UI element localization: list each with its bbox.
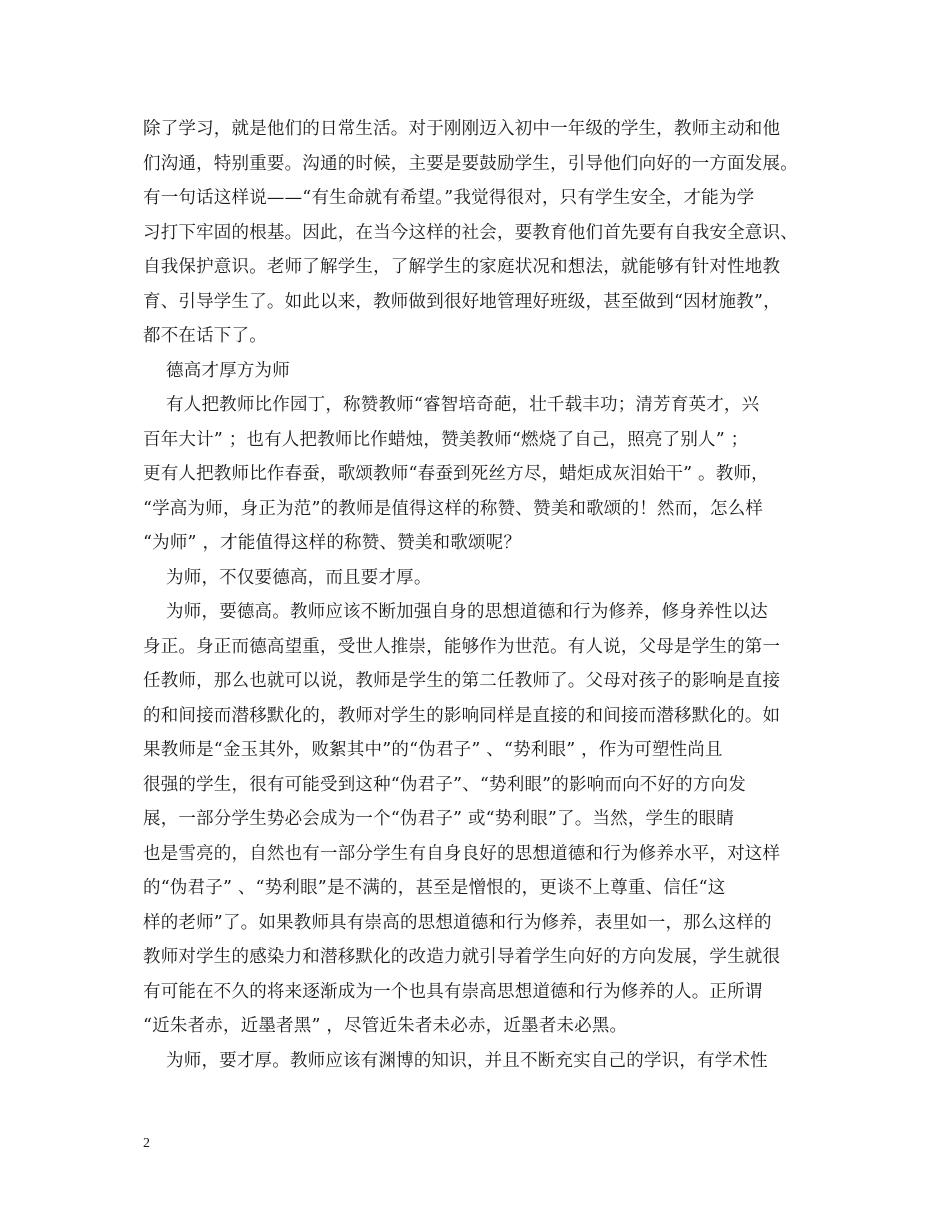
text-line: 为师，要德高。教师应该不断加强自身的思想道德和行为修养，修身养性以达 [143,602,768,622]
text-line: 德高才厚方为师 [143,360,290,381]
text-line: 除了学习，就是他们的日常生活。对于刚刚迈入初中一年级的学生，教师主动和他 [143,119,781,139]
text-line: 果教师是“金玉其外，败絮其中”的“伪君子” 、“势利眼” ，作为可塑性尚且 [143,740,723,760]
text-line: 很强的学生，很有可能受到这种“伪君子”、“势利眼”的影响而向不好的方向发 [143,774,746,795]
text-line: 更有人把教师比作春蚕，歌颂教师“春蚕到死丝方尽，蜡炬成灰泪始干” 。教师， [143,464,769,484]
text-line: 也是雪亮的，自然也有一部分学生有自身良好的思想道德和行为修养水平，对这样 [143,843,781,864]
text-line: 的“伪君子” 、“势利眼”是不满的，甚至是憎恨的，更谈不上尊重、信任“这 [143,878,726,898]
text-line: 教师对学生的感染力和潜移默化的改造力就引导着学生向好的方向发展，学生就很 [143,947,781,967]
text-line: 任教师，那么也就可以说，教师是学生的第二任教师了。父母对孩子的影响是直接 [143,671,781,691]
text-line: 自我保护意识。老师了解学生，了解学生的家庭状况和想法，就能够有针对性地教 [143,257,781,277]
text-line: “为师” ，才能值得这样的称赞、赞美和歌颂呢？ [143,533,522,553]
text-line: 有人把教师比作园丁，称赞教师“睿智培奇葩，壮千载丰功；清芳育英才，兴 [143,395,760,415]
text-line: 样的老师”了。如果教师具有崇高的思想道德和行为修养，表里如一，那么这样的 [143,912,772,933]
text-line: 为师，不仅要德高，而且要才厚。 [143,567,432,588]
text-line: 百年大计” ；也有人把教师比作蜡烛，赞美教师“燃烧了自己，照亮了别人” ； [143,429,749,450]
text-line: 都不在话下了。 [143,326,267,346]
text-line: 为师，要才厚。教师应该有渊博的知识，并且不断充实自己的学识，有学术性 [143,1050,768,1071]
text-line: 们沟通，特别重要。沟通的时候，主要是要鼓励学生，引导他们向好的一方面发展。 [143,153,798,174]
text-line: 的和间接而潜移默化的，教师对学生的影响同样是直接的和间接而潜移默化的。如 [143,705,781,726]
text-line: “近朱者赤，近墨者黑” ，尽管近朱者未必赤，近墨者未必黑。 [143,1016,628,1036]
text-line: 育、引导学生了。如此以来，教师做到很好地管理好班级，甚至做到“因材施教”， [143,291,781,312]
page-number: 2 [143,1136,150,1151]
text-line: “学高为师，身正为范”的教师是值得这样的称赞、赞美和歌颂的！然而，怎么样 [143,498,764,519]
text-line: 习打下牢固的根基。因此，在当今这样的社会，要教育他们首先要有自我安全意识、 [143,222,798,243]
text-line: 有可能在不久的将来逐渐成为一个也具有崇高思想道德和行为修养的人。正所谓 [143,981,763,1002]
text-line: 身正。身正而德高望重，受世人推崇，能够作为世范。有人说，父母是学生的第一 [143,636,781,657]
text-line: 有一句话这样说——“有生命就有希望。”我觉得很对，只有学生安全，才能为学 [143,188,755,208]
text-line: 展，一部分学生势必会成为一个“伪君子” 或“势利眼”了。当然，学生的眼睛 [143,809,735,829]
